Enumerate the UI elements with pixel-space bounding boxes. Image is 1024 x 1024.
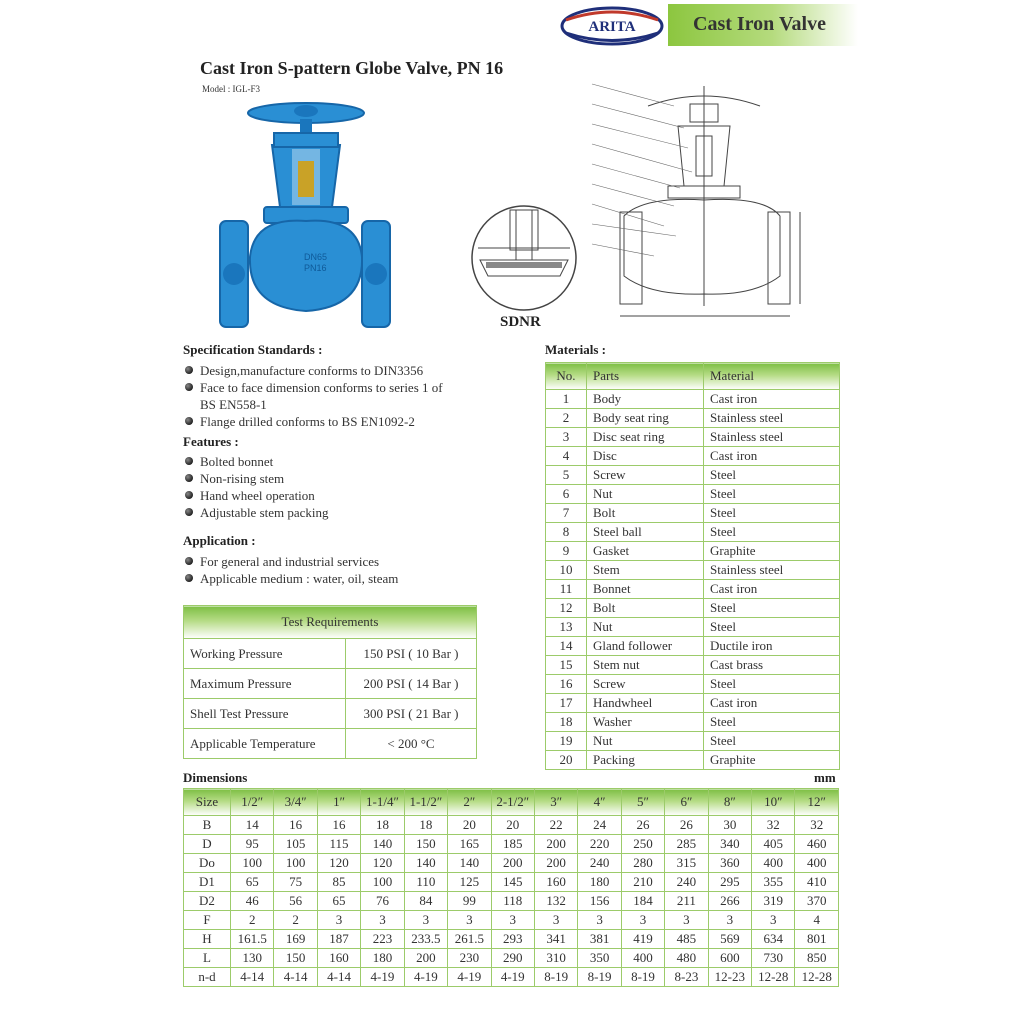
- materials-body: [546, 390, 840, 770]
- material-part: Nut: [587, 485, 704, 504]
- dimension-value: 120: [361, 854, 404, 873]
- test-label: Applicable Temperature: [184, 729, 346, 759]
- dimension-value: 120: [317, 854, 360, 873]
- material-part: Body seat ring: [587, 409, 704, 428]
- dimension-value: 140: [448, 854, 491, 873]
- table-row: [184, 930, 839, 949]
- dimension-value: 280: [621, 854, 664, 873]
- dimension-value: 223: [361, 930, 404, 949]
- dimension-value: 355: [752, 873, 795, 892]
- dimension-value: 4-19: [404, 968, 447, 987]
- list-item: Applicable medium : water, oil, steam: [183, 570, 463, 587]
- materials-heading: Materials :: [545, 342, 607, 357]
- list-item: Adjustable stem packing: [183, 504, 463, 521]
- dimension-value: 187: [317, 930, 360, 949]
- dimension-value: 46: [231, 892, 274, 911]
- dimension-value: 165: [448, 835, 491, 854]
- dimension-value: 4-14: [317, 968, 360, 987]
- dimension-value: 400: [795, 854, 839, 873]
- dimension-value: 26: [621, 816, 664, 835]
- dimension-value: 485: [665, 930, 708, 949]
- dimension-value: 110: [404, 873, 447, 892]
- dimension-value: 160: [534, 873, 577, 892]
- sdnr-detail-drawing: [470, 204, 578, 312]
- dimension-label: F: [184, 911, 231, 930]
- size-column-header: 5″: [621, 789, 664, 816]
- table-row: [546, 466, 840, 485]
- table-row: [546, 390, 840, 409]
- dimension-value: 2: [274, 911, 317, 930]
- dimension-value: 211: [665, 892, 708, 911]
- dimension-value: 295: [708, 873, 751, 892]
- dimension-value: 105: [274, 835, 317, 854]
- dimension-value: 180: [578, 873, 621, 892]
- table-row: [546, 618, 840, 637]
- material-no: 5: [546, 466, 587, 485]
- dimensions-table: [183, 788, 839, 987]
- table-row: [546, 637, 840, 656]
- material-no: 1: [546, 390, 587, 409]
- dimension-value: 4: [795, 911, 839, 930]
- specification-heading: Specification Standards :: [183, 342, 323, 357]
- material-name: Steel: [704, 466, 840, 485]
- material-no: 2: [546, 409, 587, 428]
- material-part: Washer: [587, 713, 704, 732]
- material-part: Nut: [587, 732, 704, 751]
- table-row: [546, 656, 840, 675]
- table-row: [546, 561, 840, 580]
- table-row: [546, 599, 840, 618]
- dimension-value: 185: [491, 835, 534, 854]
- dimension-label: D: [184, 835, 231, 854]
- size-column-header: 1-1/2″: [404, 789, 447, 816]
- test-label: Maximum Pressure: [184, 669, 346, 699]
- dimension-value: 3: [361, 911, 404, 930]
- dimension-value: 310: [534, 949, 577, 968]
- dimension-value: 3: [578, 911, 621, 930]
- dimension-value: 200: [534, 835, 577, 854]
- dimension-label: H: [184, 930, 231, 949]
- dimension-value: 200: [534, 854, 577, 873]
- material-name: Stainless steel: [704, 561, 840, 580]
- dimension-value: 285: [665, 835, 708, 854]
- dimension-value: 400: [621, 949, 664, 968]
- material-no: 16: [546, 675, 587, 694]
- dimension-value: 24: [578, 816, 621, 835]
- table-row: [546, 523, 840, 542]
- material-part: Gasket: [587, 542, 704, 561]
- dimension-value: 600: [708, 949, 751, 968]
- dimension-value: 4-19: [361, 968, 404, 987]
- dimension-value: 210: [621, 873, 664, 892]
- dimension-value: 200: [404, 949, 447, 968]
- table-row: [546, 732, 840, 751]
- table-row: [546, 751, 840, 770]
- material-no: 6: [546, 485, 587, 504]
- column-header: No.: [546, 363, 587, 390]
- dimension-value: 4-14: [231, 968, 274, 987]
- dimension-value: 95: [231, 835, 274, 854]
- test-label: Shell Test Pressure: [184, 699, 346, 729]
- material-part: Gland follower: [587, 637, 704, 656]
- dimension-label: Do: [184, 854, 231, 873]
- dimension-value: 315: [665, 854, 708, 873]
- list-item: Bolted bonnet: [183, 453, 463, 470]
- dimension-value: 180: [361, 949, 404, 968]
- dimension-value: 230: [448, 949, 491, 968]
- material-part: Handwheel: [587, 694, 704, 713]
- dimension-value: 250: [621, 835, 664, 854]
- material-no: 18: [546, 713, 587, 732]
- table-row: [184, 949, 839, 968]
- material-no: 7: [546, 504, 587, 523]
- size-column-header: 12″: [795, 789, 839, 816]
- table-row: [184, 639, 477, 669]
- table-row: [184, 854, 839, 873]
- size-column-header: 1/2″: [231, 789, 274, 816]
- dimension-value: 340: [708, 835, 751, 854]
- material-part: Nut: [587, 618, 704, 637]
- dimensions-body: [184, 816, 839, 987]
- dimension-value: 2: [231, 911, 274, 930]
- product-title: Cast Iron S-pattern Globe Valve, PN 16: [200, 58, 504, 78]
- dimension-value: 240: [578, 854, 621, 873]
- dimension-value: 85: [317, 873, 360, 892]
- list-item: Face to face dimension conforms to series 1 of BS EN558-1: [183, 379, 453, 413]
- size-column-header: 1-1/4″: [361, 789, 404, 816]
- dimension-value: 634: [752, 930, 795, 949]
- material-name: Steel: [704, 485, 840, 504]
- material-no: 4: [546, 447, 587, 466]
- dimension-value: 3: [534, 911, 577, 930]
- table-row: [546, 504, 840, 523]
- dimension-label: B: [184, 816, 231, 835]
- specification-list: [183, 362, 453, 430]
- dimension-value: 84: [404, 892, 447, 911]
- dimension-value: 569: [708, 930, 751, 949]
- dimension-value: 290: [491, 949, 534, 968]
- size-column-header: 3″: [534, 789, 577, 816]
- material-no: 12: [546, 599, 587, 618]
- list-item: Hand wheel operation: [183, 487, 463, 504]
- material-part: Disc seat ring: [587, 428, 704, 447]
- dimension-value: 4-19: [448, 968, 491, 987]
- dimension-value: 169: [274, 930, 317, 949]
- dimension-value: 8-19: [621, 968, 664, 987]
- dimension-value: 419: [621, 930, 664, 949]
- size-column-header: 1″: [317, 789, 360, 816]
- dimension-value: 293: [491, 930, 534, 949]
- material-no: 20: [546, 751, 587, 770]
- dimension-value: 3: [752, 911, 795, 930]
- material-no: 14: [546, 637, 587, 656]
- dimension-label: D1: [184, 873, 231, 892]
- table-row: [184, 911, 839, 930]
- material-part: Body: [587, 390, 704, 409]
- material-name: Graphite: [704, 542, 840, 561]
- dimension-value: 14: [231, 816, 274, 835]
- dimension-value: 3: [665, 911, 708, 930]
- dimension-value: 160: [317, 949, 360, 968]
- test-value: 200 PSI ( 14 Bar ): [346, 669, 477, 699]
- material-part: Bolt: [587, 599, 704, 618]
- material-part: Screw: [587, 675, 704, 694]
- application-heading: Application :: [183, 533, 256, 548]
- table-row: [184, 699, 477, 729]
- dimension-value: 341: [534, 930, 577, 949]
- material-no: 13: [546, 618, 587, 637]
- size-header: Size: [184, 789, 231, 816]
- table-row: [546, 447, 840, 466]
- dimension-value: 100: [274, 854, 317, 873]
- table-row: [184, 816, 839, 835]
- dimension-value: 16: [317, 816, 360, 835]
- features-heading: Features :: [183, 434, 239, 449]
- dimension-value: 184: [621, 892, 664, 911]
- table-row: [184, 892, 839, 911]
- dimension-value: 18: [404, 816, 447, 835]
- dimension-value: 405: [752, 835, 795, 854]
- list-item: Design,manufacture conforms to DIN3356: [183, 362, 453, 379]
- material-name: Cast iron: [704, 694, 840, 713]
- dimension-value: 360: [708, 854, 751, 873]
- list-item: For general and industrial services: [183, 553, 463, 570]
- dimension-value: 410: [795, 873, 839, 892]
- size-column-header: 10″: [752, 789, 795, 816]
- table-row: [546, 694, 840, 713]
- test-value: 300 PSI ( 21 Bar ): [346, 699, 477, 729]
- svg-text:PN16: PN16: [304, 263, 327, 273]
- material-no: 17: [546, 694, 587, 713]
- dimension-value: 145: [491, 873, 534, 892]
- unit-label: mm: [814, 770, 836, 785]
- dimension-value: 730: [752, 949, 795, 968]
- sdnr-label: SDNR: [500, 314, 541, 330]
- material-part: Stem: [587, 561, 704, 580]
- valve-photo: [214, 97, 394, 335]
- material-name: Steel: [704, 618, 840, 637]
- dimension-value: 480: [665, 949, 708, 968]
- table-row: [546, 675, 840, 694]
- table-row: [546, 409, 840, 428]
- dimension-value: 350: [578, 949, 621, 968]
- dimension-value: 3: [317, 911, 360, 930]
- arita-logo: [560, 6, 664, 46]
- dimension-value: 3: [621, 911, 664, 930]
- valve-section-drawing: [584, 76, 816, 332]
- material-part: Screw: [587, 466, 704, 485]
- dimension-value: 18: [361, 816, 404, 835]
- dimension-value: 20: [448, 816, 491, 835]
- column-header: Parts: [587, 363, 704, 390]
- dimension-label: n-d: [184, 968, 231, 987]
- size-column-header: 2″: [448, 789, 491, 816]
- dimension-value: 240: [665, 873, 708, 892]
- dimension-value: 76: [361, 892, 404, 911]
- dimension-value: 32: [795, 816, 839, 835]
- test-requirements-table: [183, 605, 477, 759]
- logo-text: ARITA: [588, 19, 636, 35]
- table-header-row: [184, 789, 839, 816]
- dimension-value: 150: [404, 835, 447, 854]
- list-item: Flange drilled conforms to BS EN1092-2: [183, 413, 453, 430]
- size-column-header: 3/4″: [274, 789, 317, 816]
- dimension-value: 16: [274, 816, 317, 835]
- dimension-value: 30: [708, 816, 751, 835]
- page-category-title: Cast Iron Valve: [693, 13, 826, 35]
- dimension-value: 99: [448, 892, 491, 911]
- dimension-value: 161.5: [231, 930, 274, 949]
- material-part: Disc: [587, 447, 704, 466]
- material-no: 3: [546, 428, 587, 447]
- test-value: 150 PSI ( 10 Bar ): [346, 639, 477, 669]
- dimension-value: 100: [361, 873, 404, 892]
- dimension-value: 132: [534, 892, 577, 911]
- column-header: Material: [704, 363, 840, 390]
- table-row: [184, 873, 839, 892]
- size-column-header: 2-1/2″: [491, 789, 534, 816]
- table-row: [184, 669, 477, 699]
- dimension-value: 220: [578, 835, 621, 854]
- dimension-value: 156: [578, 892, 621, 911]
- table-row: [546, 485, 840, 504]
- test-requirements-heading: Test Requirements: [184, 606, 477, 639]
- size-column-header: 4″: [578, 789, 621, 816]
- table-row: [184, 835, 839, 854]
- material-no: 8: [546, 523, 587, 542]
- test-value: < 200 °C: [346, 729, 477, 759]
- material-name: Graphite: [704, 751, 840, 770]
- dimension-value: 130: [231, 949, 274, 968]
- dimension-value: 8-23: [665, 968, 708, 987]
- material-name: Cast iron: [704, 447, 840, 466]
- material-name: Cast brass: [704, 656, 840, 675]
- material-name: Cast iron: [704, 390, 840, 409]
- table-row: [546, 713, 840, 732]
- material-part: Steel ball: [587, 523, 704, 542]
- model-number: Model : IGL-F3: [202, 84, 260, 94]
- dimension-value: 118: [491, 892, 534, 911]
- dimension-value: 370: [795, 892, 839, 911]
- material-name: Ductile iron: [704, 637, 840, 656]
- dimension-value: 22: [534, 816, 577, 835]
- material-no: 10: [546, 561, 587, 580]
- material-name: Stainless steel: [704, 428, 840, 447]
- application-list: [183, 553, 463, 587]
- material-name: Steel: [704, 713, 840, 732]
- dimension-value: 233.5: [404, 930, 447, 949]
- dimension-value: 140: [404, 854, 447, 873]
- dimension-value: 56: [274, 892, 317, 911]
- dimension-value: 3: [404, 911, 447, 930]
- table-row: [546, 580, 840, 599]
- material-part: Stem nut: [587, 656, 704, 675]
- material-no: 15: [546, 656, 587, 675]
- material-part: Packing: [587, 751, 704, 770]
- material-name: Steel: [704, 675, 840, 694]
- size-column-header: 8″: [708, 789, 751, 816]
- table-row: [184, 729, 477, 759]
- dimension-value: 266: [708, 892, 751, 911]
- dimension-label: D2: [184, 892, 231, 911]
- material-name: Steel: [704, 504, 840, 523]
- dimension-value: 460: [795, 835, 839, 854]
- material-no: 19: [546, 732, 587, 751]
- dimension-value: 8-19: [578, 968, 621, 987]
- list-item: Non-rising stem: [183, 470, 463, 487]
- dimension-value: 319: [752, 892, 795, 911]
- dimension-value: 26: [665, 816, 708, 835]
- table-row: [546, 542, 840, 561]
- dimensions-heading: Dimensions: [183, 770, 248, 785]
- dimension-value: 801: [795, 930, 839, 949]
- dimension-value: 400: [752, 854, 795, 873]
- materials-table: [545, 362, 840, 770]
- dimension-value: 3: [491, 911, 534, 930]
- dimension-value: 200: [491, 854, 534, 873]
- dimension-value: 850: [795, 949, 839, 968]
- table-row: [546, 428, 840, 447]
- dimension-value: 3: [448, 911, 491, 930]
- material-part: Bolt: [587, 504, 704, 523]
- dimension-value: 140: [361, 835, 404, 854]
- material-name: Steel: [704, 599, 840, 618]
- dimension-value: 65: [231, 873, 274, 892]
- material-no: 11: [546, 580, 587, 599]
- size-column-header: 6″: [665, 789, 708, 816]
- dimension-value: 8-19: [534, 968, 577, 987]
- material-no: 9: [546, 542, 587, 561]
- test-label: Working Pressure: [184, 639, 346, 669]
- table-row: [184, 968, 839, 987]
- dimension-value: 12-28: [752, 968, 795, 987]
- material-name: Steel: [704, 523, 840, 542]
- dimension-value: 100: [231, 854, 274, 873]
- dimension-value: 12-23: [708, 968, 751, 987]
- material-part: Bonnet: [587, 580, 704, 599]
- svg-text:DN65: DN65: [304, 252, 328, 262]
- dimension-value: 3: [708, 911, 751, 930]
- dimension-value: 125: [448, 873, 491, 892]
- dimension-value: 65: [317, 892, 360, 911]
- dimension-value: 32: [752, 816, 795, 835]
- dimension-value: 261.5: [448, 930, 491, 949]
- dimension-value: 4-14: [274, 968, 317, 987]
- dimension-value: 150: [274, 949, 317, 968]
- material-name: Steel: [704, 732, 840, 751]
- material-name: Cast iron: [704, 580, 840, 599]
- dimension-value: 12-28: [795, 968, 839, 987]
- dimension-value: 381: [578, 930, 621, 949]
- dimension-value: 20: [491, 816, 534, 835]
- features-list: [183, 453, 463, 521]
- dimension-value: 115: [317, 835, 360, 854]
- dimension-value: 75: [274, 873, 317, 892]
- dimension-label: L: [184, 949, 231, 968]
- dimension-value: 4-19: [491, 968, 534, 987]
- material-name: Stainless steel: [704, 409, 840, 428]
